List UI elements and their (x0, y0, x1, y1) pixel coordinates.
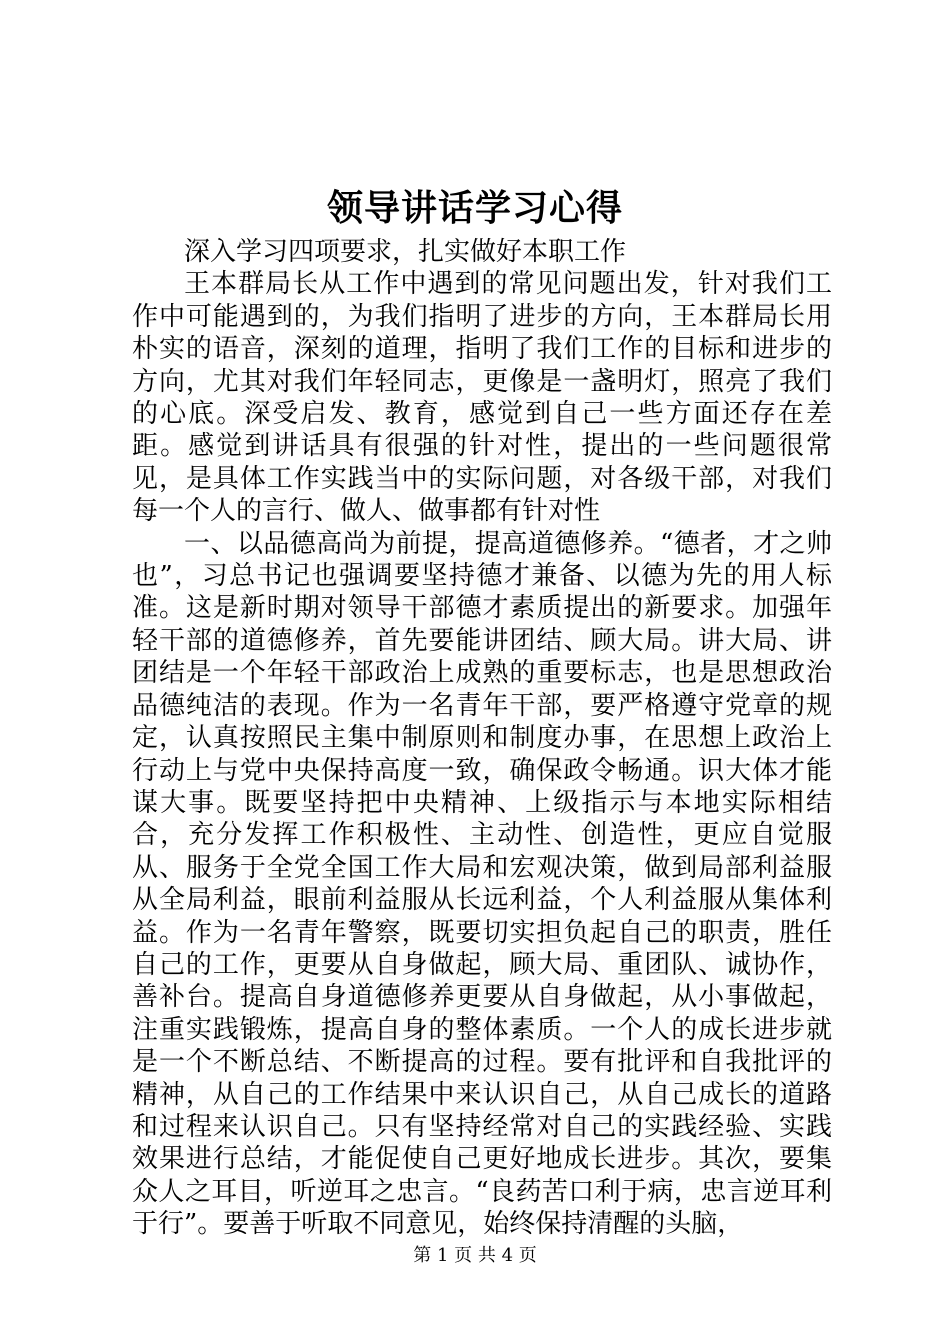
body-paragraph: 一、以品德高尚为前提，提高道德修养。“德者，才之帅也”，习总书记也强调要坚持德才兼备、以德为先的用人标准。这是新时期对领导干部德才素质提出的新要求。加强年轻干部的道德修养，首先要能讲团结、顾大局。讲大局、讲团结是一个年轻干部政治上成熟的重要标志，也是思想政治品德纯洁的表现。作为一名青年干部，要严格遵守党章的规定，认真按照民主集中制原则和制度办事，在思想上政治上行动上与党中央保持高度一致，确保政令畅通。识大体才能谋大事。既要坚持把中央精神、上级指示与本地实际相结合，充分发挥工作积极性、主动性、创造性，更应自觉服从、服务于全党全国工作大局和宏观决策，做到局部利益服从全局利益，眼前利益服从长远利益，个人利益服从集体利益。作为一名青年警察，既要切实担负起自己的职责，胜任自己的工作，更要从自身做起，顾大局、重团队、诚协作，善补台。提高自身道德修养更要从自身做起，从小事做起，注重实践锻炼，提高自身的整体素质。一个人的成长进步就是一个不断总结、不断提高的过程。要有批评和自我批评的精神，从自己的工作结果中来认识自己，从自己成长的道路和过程来认识自己。只有坚持经常对自己的实践经验、实践效果进行总结，才能促使自己更好地成长进步。其次，要集众人之耳目，听逆耳之忠言。“良药苦口利于病，忠言逆耳利于行”。要善于听取不同意见，始终保持清醒的头脑， (132, 528, 832, 1240)
document-title: 领导讲话学习心得 (326, 187, 623, 229)
page-number-footer: 第 1 页 共 4 页 (413, 1245, 537, 1266)
document-body (132, 236, 832, 1241)
body-paragraph: 王本群局长从工作中遇到的常见问题出发，针对我们工作中可能遇到的，为我们指明了进步的方向，王本群局长用朴实的语音，深刻的道理，指明了我们工作的目标和进步的方向，尤其对我们年轻同志，更像是一盏明灯，照亮了我们的心底。深受启发、教育，感觉到自己一些方面还存在差距。感觉到讲话具有很强的针对性，提出的一些问题很常见，是具体工作实践当中的实际问题，对各级干部，对我们每一个人的言行、做人、做事都有针对性 (132, 269, 832, 527)
subtitle-paragraph: 深入学习四项要求，扎实做好本职工作 (184, 237, 627, 267)
